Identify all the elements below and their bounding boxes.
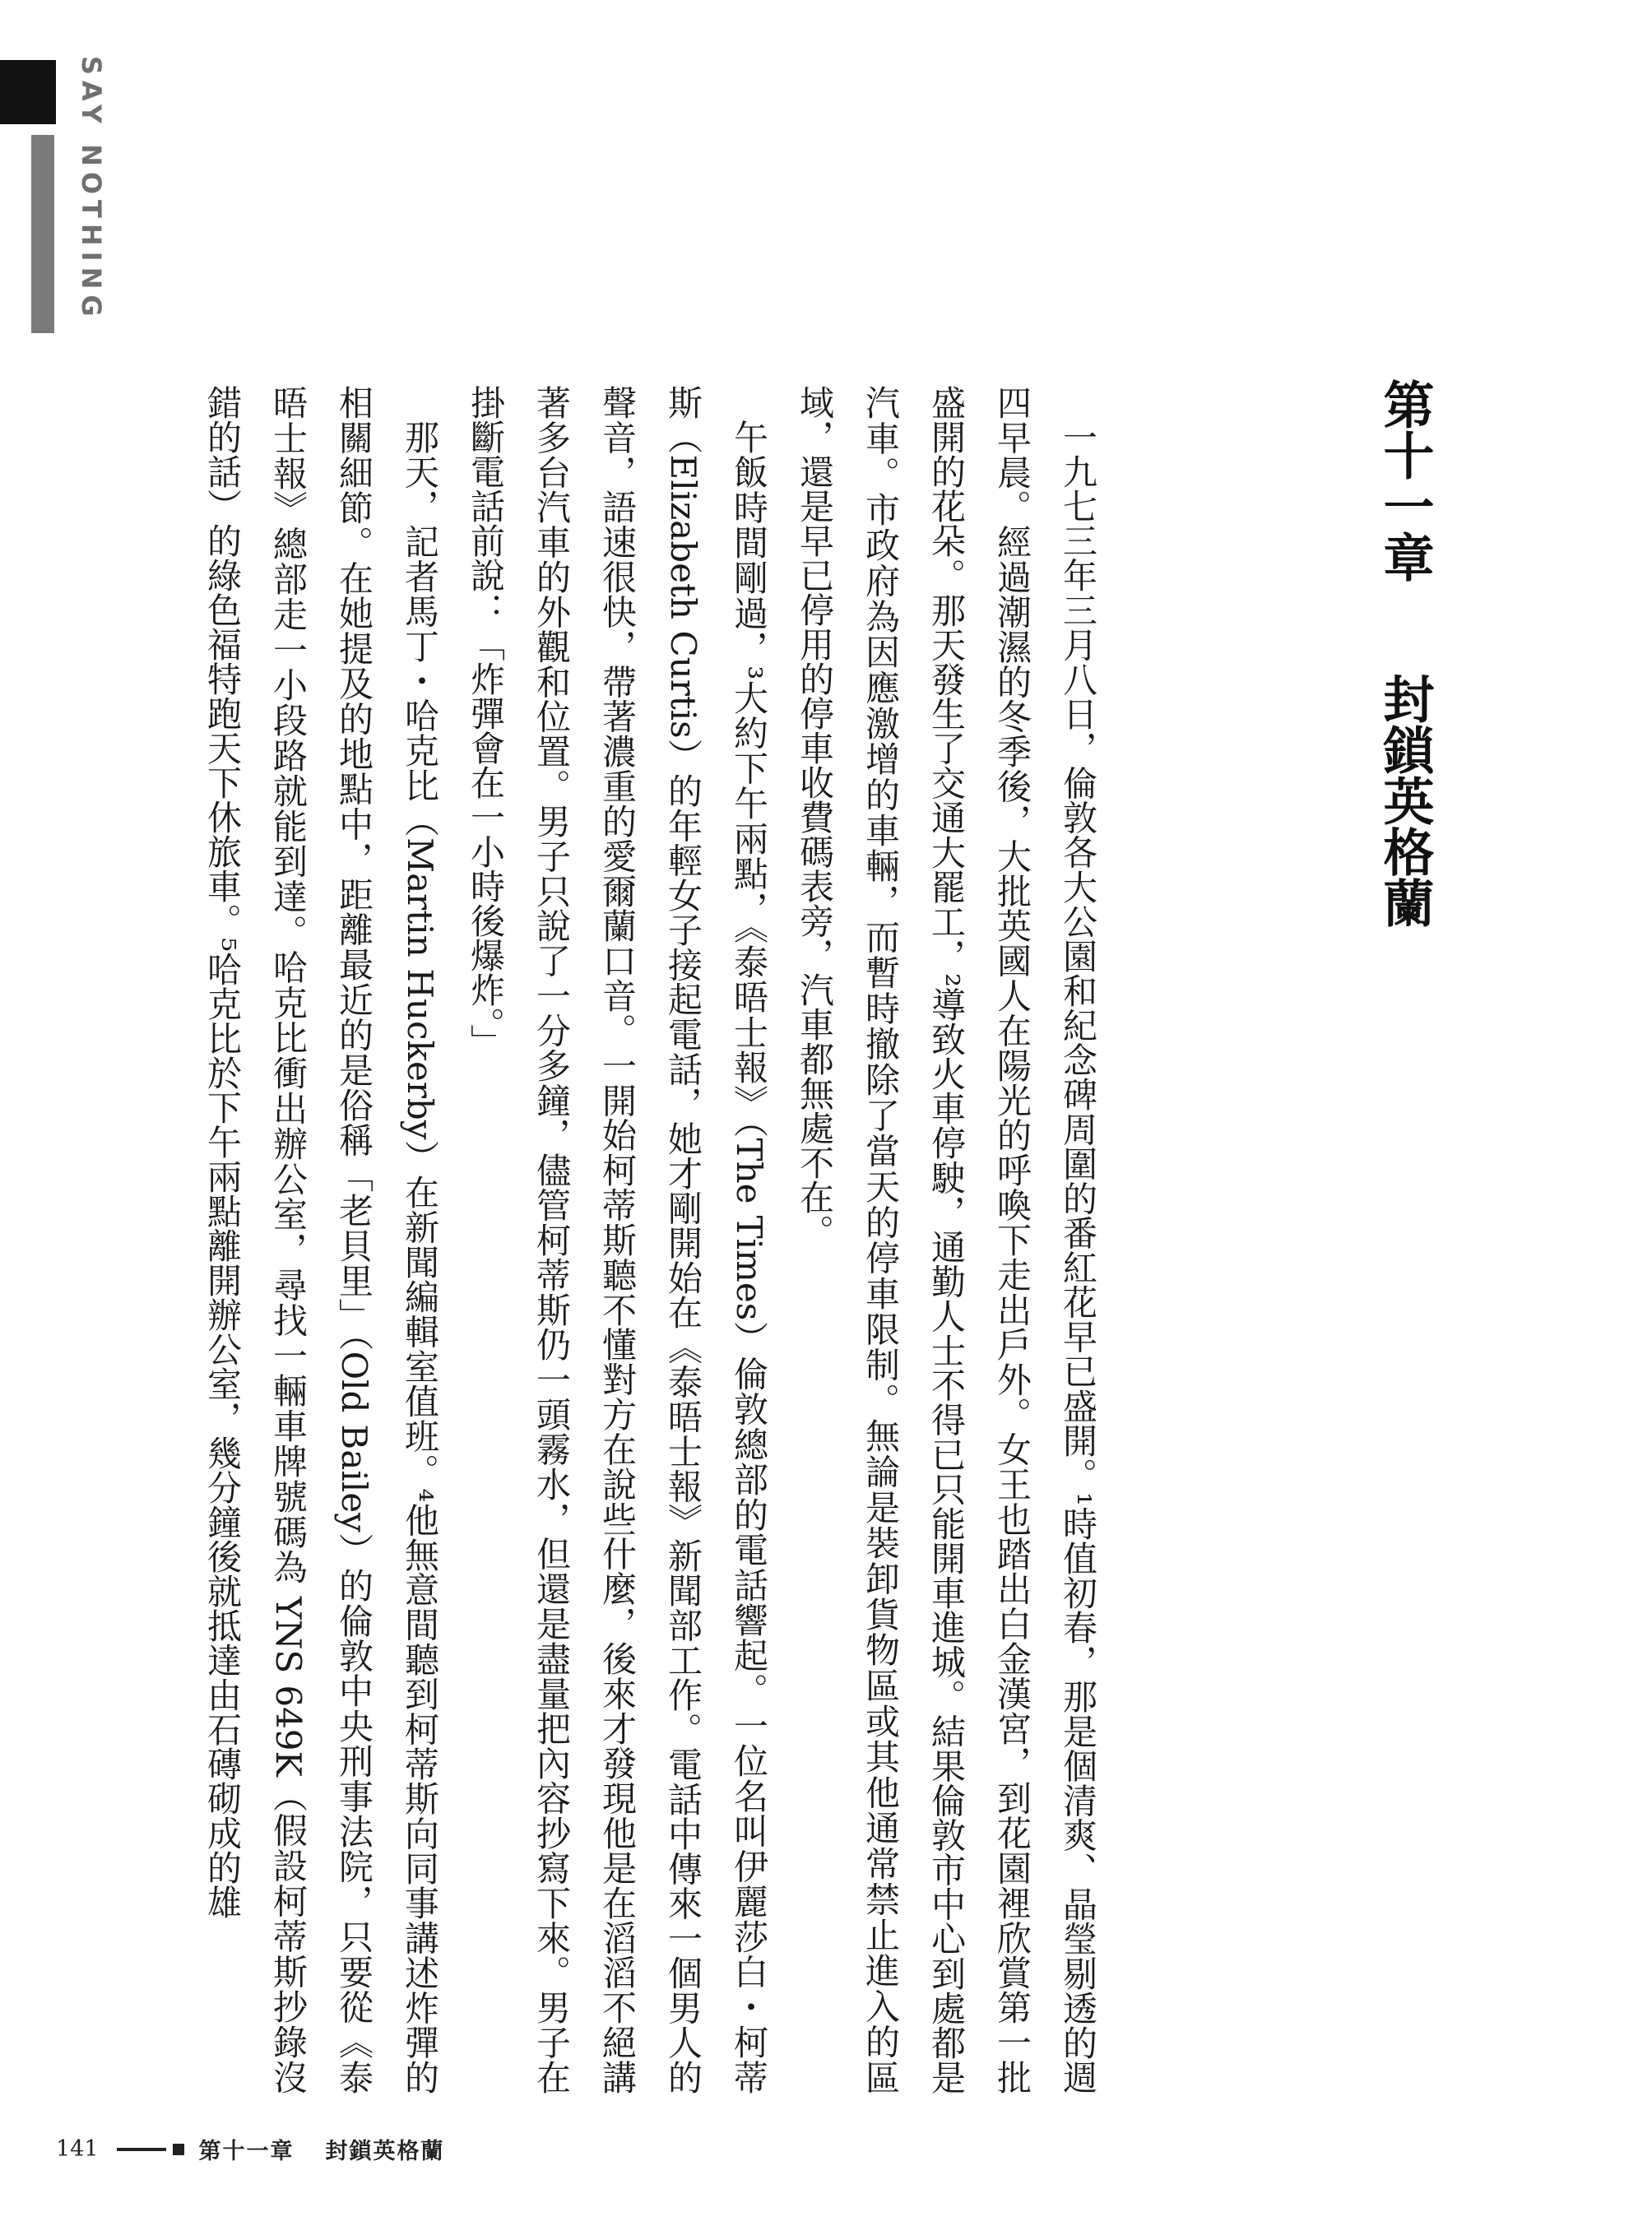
- footer-rule: [117, 2148, 166, 2151]
- paragraph-1: 一九七三年三月八日，倫敦各大公園和紀念碑周圍的番紅花早已盛開。¹時值初春，那是個清爽、晶瑩剔透的週四早晨。經過潮濕的冬季後，大批英國人在陽光的呼喚下走出戶外。女王也踏出白金漢宮，到花園裡欣賞第一批盛開的花朵。那天發生了交通大罷工，²導致火車停駛，通勤人士不得已只能開車進城。結果倫敦市中心到處都是汽車。市政府為因應激增的車輛，而暫時撤除了當天的停車限制。無論是裝卸貨物區或其他通常禁止進入的區域，還是早已停用的停車收費碼表旁，汽車都無處不在。: [795, 385, 1098, 2094]
- chapter-number: 第十一章: [1375, 378, 1435, 582]
- section-tab-bar: [31, 135, 54, 333]
- chapter-title: 封鎖英格蘭: [1375, 673, 1435, 928]
- running-title: SAY NOTHING: [76, 56, 107, 322]
- body-text: [189, 385, 1111, 2094]
- chapter-heading: [1375, 378, 1435, 928]
- footer-chapter-number: 第十一章: [198, 2139, 295, 2164]
- footer-square-icon: [173, 2144, 184, 2155]
- page-footer: [56, 2133, 445, 2165]
- page-number: 141: [56, 2136, 99, 2162]
- section-tab-block: [0, 60, 56, 124]
- paragraph-3: 那天，記者馬丁・哈克比（Martin Huckerby）在新聞編輯室值班。⁴他無意間聽到柯蒂斯向同事講述炸彈的相關細節。在她提及的地點中，距離最近的是俗稱「老貝里」（Old Bailey）的倫敦中央刑事法院，只要從《泰晤士報》總部走一小段路就能到達。哈克比衝出辦公室，尋找一輛車牌號碼為 YNS 649K（假設柯蒂斯抄錄沒錯的話）的綠色福特跑天下休旅車。⁵哈克比於下午兩點離開辦公室，幾分鐘後就抵達由石磚砌成的雄: [202, 385, 440, 2094]
- footer-chapter-title: 封鎖英格蘭: [325, 2139, 445, 2164]
- paragraph-2: 午飯時間剛過，³大約下午兩點，《泰晤士報》（The Times）倫敦總部的電話響起。一位名叫伊麗莎白・柯蒂斯（Elizabeth Curtis）的年輕女子接起電話，她才剛開始在《泰晤士報》新聞部工作。電話中傳來一個男人的聲音，語速很快，帶著濃重的愛爾蘭口音。一開始柯蒂斯聽不懂對方在說些什麼，後來才發現他是在滔滔不絕講著多台汽車的外觀和位置。男子只說了一分多鐘，儘管柯蒂斯仍一頭霧水，但還是盡量把內容抄寫下來。男子在掛斷電話前說：「炸彈會在一小時後爆炸。」: [466, 385, 769, 2094]
